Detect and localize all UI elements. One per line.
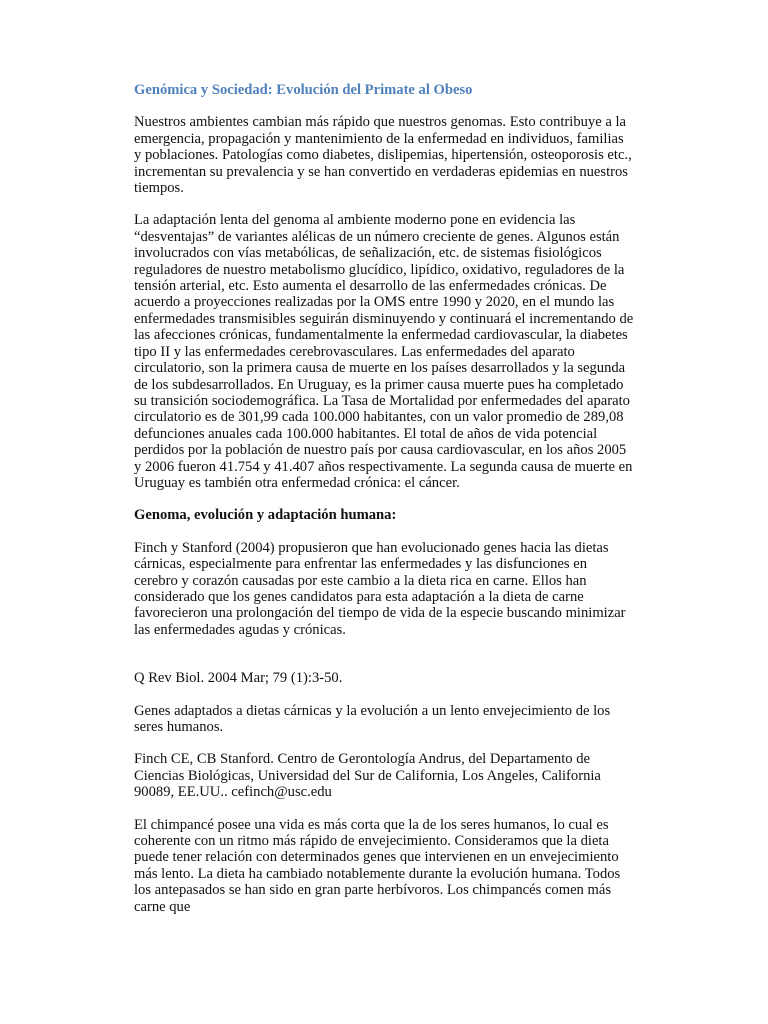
paragraph-adaptation: La adaptación lenta del genoma al ambiente moderno pone en evidencia las “desventajas” de variantes alélicas de un número creciente de genes. Algunos están involucrados con vías metabólicas, de señalización, etc. de sistemas fisiológicos reguladores de nuestro metabolismo glucídico, lipídico, oxidativo, reguladores de la tensión arterial, etc. Esto aumenta el desarrollo de las enfermedades crónicas. De acuerdo a proyecciones realizadas por la OMS entre 1990 y 2020, en el mundo las enfermedades transmisibles seguirán disminuyendo y continuará el incrementando de las afecciones crónicas, fundamentalmente la enfermedad cardiovascular, la diabetes tipo II y las enfermedades cerebrovasculares. Las enfermedades del aparato circulatorio, son la primera causa de muerte en los países desarrollados y la segunda de los subdesarrollados. En Uruguay, es la primer causa muerte pues ha completado su transición sociodemográfica. La Tasa de Mortalidad por enfermedades del aparato circulatorio es de 301,99 cada 100.000 habitantes, con un valor promedio de 289,08 defunciones anuales cada 100.000 habitantes. El total de años de vida potencial perdidos por la población de nuestro país por causa cardiovascular, en los años 2005 y 2006 fueron 41.754 y 41.407 años respectivamente. La segunda causa de muerte en Uruguay es también otra enfermedad crónica: el cáncer. bbox=[134, 212, 634, 491]
paragraph-chimpanzee: El chimpancé posee una vida es más corta que la de los seres humanos, lo cual es coherente con un ritmo más rápido de envejecimiento. Consideramos que la dieta puede tener relación con determinados genes que intervienen en un envejecimiento más lento. La dieta ha cambiado notablemente durante la evolución humana. Todos los antepasados se han sido en gran parte herbívoros. Los chimpancés comen más carne que bbox=[134, 816, 621, 915]
section-heading: Genoma, evolución y adaptación humana: bbox=[134, 507, 397, 524]
document-body bbox=[134, 82, 634, 931]
document-title: Genómica y Sociedad: Evolución del Primate al Obeso bbox=[134, 82, 473, 98]
citation: Q Rev Biol. 2004 Mar; 79 (1):3-50. bbox=[134, 670, 343, 687]
paragraph-finch-stanford: Finch y Stanford (2004) propusieron que han evolucionado genes hacia las dietas cárnicas, especialmente para enfrentar las enfermedades y las disfunciones en cerebro y corazón causadas por este cambio a la dieta rica en carne. Ellos han considerado que los genes candidatos para esta adaptación a la dieta de carne favorecieron una prolongación del tiempo de vida de la especie buscando minimizar las enfermedades agudas y crónicas. bbox=[134, 539, 626, 638]
paragraph-intro: Nuestros ambientes cambian más rápido que nuestros genomas. Esto contribuye a la emergencia, propagación y mantenimiento de la enfermedad en individuos, familias y poblaciones. Patologías como diabetes, dislipemias, hipertensión, osteoporosis etc., incrementan su prevalencia y se han convertido en verdaderas epidemias en nuestros tiempos. bbox=[134, 114, 632, 197]
article-title: Genes adaptados a dietas cárnicas y la evolución a un lento envejecimiento de los seres humanos. bbox=[134, 702, 611, 735]
authors-affiliation: Finch CE, CB Stanford. Centro de Gerontología Andrus, del Departamento de Ciencias Biológicas, Universidad del Sur de California, Los Angeles, California 90089, EE.UU.. cefinch@usc.edu bbox=[134, 751, 601, 801]
